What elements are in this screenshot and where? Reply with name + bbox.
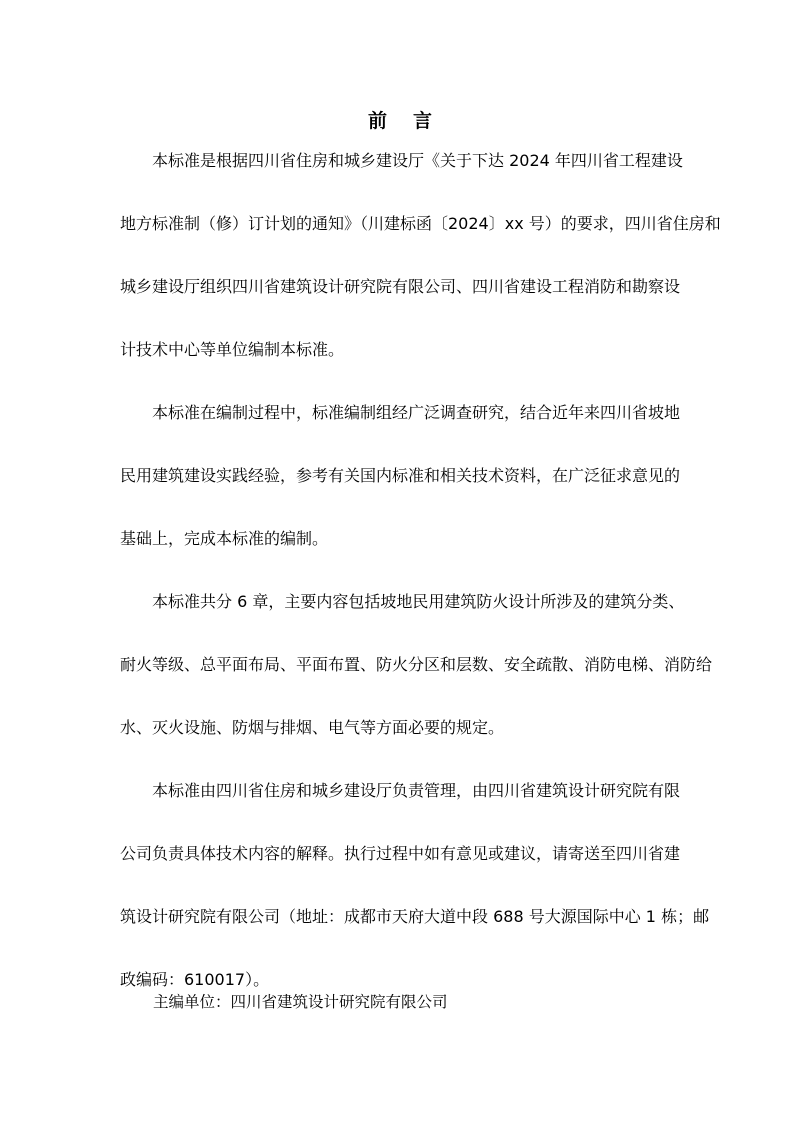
text-line: 民用建筑建设实践经验，参考有关国内标准和相关技术资料，在广泛征求意见的 — [120, 466, 681, 485]
text-line: 城乡建设厅组织四川省建筑设计研究院有限公司、四川省建设工程消防和勘察设 — [120, 277, 681, 296]
text-line: 地方标准制（修）订计划的通知》（川建标函〔2024〕xx 号）的要求，四川省住房和 — [120, 214, 721, 233]
title-char-2: 言 — [413, 110, 433, 132]
preface-body — [120, 146, 721, 1028]
text-line: 筑设计研究院有限公司（地址：成都市天府大道中段 688 号大源国际中心 1 栋；邮 — [120, 907, 710, 926]
text-line: 基础上，完成本标准的编制。 — [120, 529, 329, 548]
chief-editor-unit: 主编单位：四川省建筑设计研究院有限公司 — [153, 993, 448, 1011]
text-line: 公司负责具体技术内容的解释。执行过程中如有意见或建议，请寄送至四川省建 — [120, 844, 681, 863]
text-line: 水、灭火设施、防烟与排烟、电气等方面必要的规定。 — [120, 718, 505, 737]
text-line: 本标准在编制过程中，标准编制组经广泛调查研究，结合近年来四川省坡地 — [152, 403, 681, 422]
text-line: 耐火等级、总平面布局、平面布置、防火分区和层数、安全疏散、消防电梯、消防给 — [120, 655, 713, 674]
paragraph-basis — [120, 146, 721, 398]
text-line: 本标准共分 6 章，主要内容包括坡地民用建筑防火设计所涉及的建筑分类、 — [152, 592, 685, 611]
text-line: 政编码：610017）。 — [120, 970, 270, 989]
page-title — [0, 106, 800, 133]
paragraph-contents — [120, 587, 713, 776]
text-line: 本标准由四川省住房和城乡建设厅负责管理，由四川省建筑设计研究院有限 — [152, 781, 681, 800]
paragraph-process — [120, 398, 682, 587]
text-line: 计技术中心等单位编制本标准。 — [120, 340, 345, 359]
title-char-1: 前 — [367, 110, 387, 132]
text-line: 本标准是根据四川省住房和城乡建设厅《关于下达 2024 年四川省工程建设 — [152, 151, 683, 170]
